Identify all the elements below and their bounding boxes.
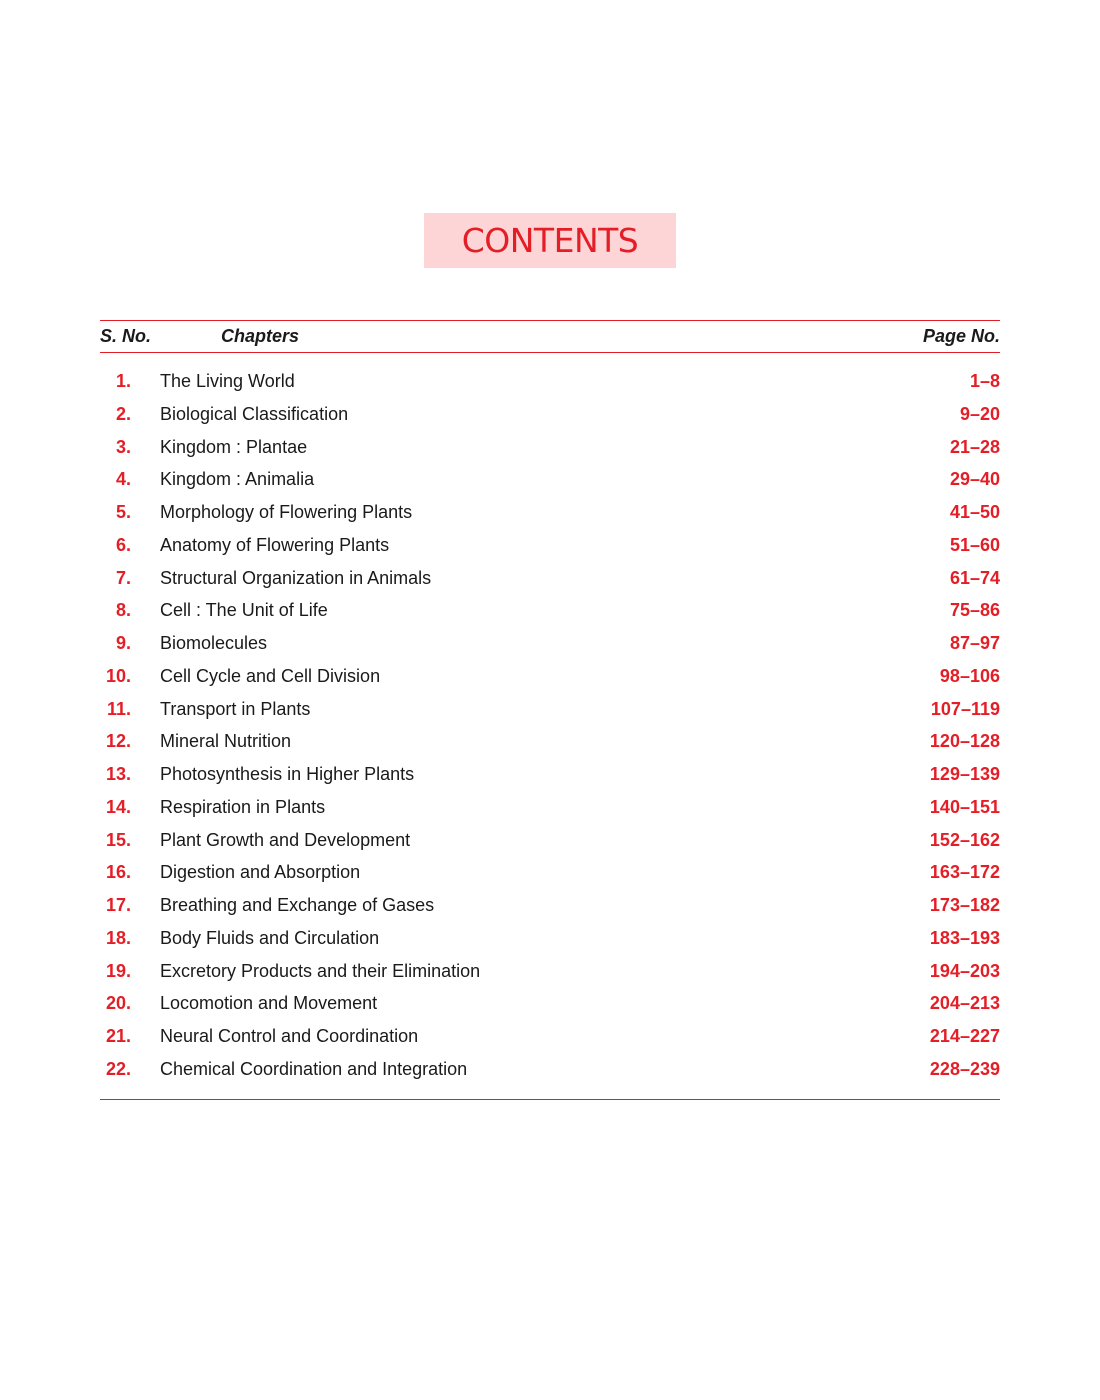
- chapter-number: 15.: [105, 829, 131, 850]
- column-header-chapters: Chapters: [221, 326, 300, 346]
- chapter-pages: 9–20: [959, 403, 1000, 424]
- chapter-pages: 120–128: [929, 731, 1000, 752]
- chapter-number: 14.: [105, 796, 131, 817]
- chapter-pages: 107–119: [930, 698, 1000, 719]
- chapter-title[interactable]: Kingdom : Plantae: [160, 436, 308, 457]
- chapter-title[interactable]: Morphology of Flowering Plants: [160, 502, 413, 522]
- chapter-row[interactable]: [100, 825, 1000, 858]
- chapter-title[interactable]: Locomotion and Movement: [160, 993, 378, 1014]
- chapter-row[interactable]: [100, 530, 1000, 563]
- chapter-title[interactable]: The Living World: [160, 371, 295, 391]
- chapter-row[interactable]: [100, 563, 1000, 596]
- chapter-title[interactable]: Respiration in Plants: [160, 796, 326, 817]
- chapter-row[interactable]: [100, 628, 1000, 661]
- chapter-number: 22.: [105, 1058, 131, 1079]
- chapter-row[interactable]: [100, 366, 1000, 399]
- chapter-number: 21.: [105, 1026, 131, 1046]
- chapter-title[interactable]: Mineral Nutrition: [160, 731, 292, 752]
- chapter-pages: 228–239: [929, 1058, 1000, 1079]
- chapter-number: 9.: [115, 633, 131, 653]
- chapter-row[interactable]: [100, 497, 1000, 530]
- chapter-pages: 98–106: [939, 665, 1000, 686]
- chapter-number: 12.: [105, 731, 131, 752]
- chapter-pages: 61–74: [949, 567, 1000, 588]
- chapter-row[interactable]: [100, 1021, 1000, 1054]
- chapter-row[interactable]: [100, 956, 1000, 989]
- chapter-number: 10.: [105, 665, 131, 686]
- chapter-title[interactable]: Excretory Products and their Elimination: [160, 960, 481, 981]
- column-header-sno: S. No.: [100, 326, 152, 346]
- chapter-pages: 75–86: [949, 600, 1000, 621]
- chapter-pages: 183–193: [929, 927, 1000, 948]
- chapter-pages: 87–97: [949, 633, 1000, 653]
- chapter-row[interactable]: [100, 988, 1000, 1021]
- table-bottom-rule: [100, 1099, 1000, 1100]
- chapter-row[interactable]: [100, 1054, 1000, 1087]
- chapter-number: 17.: [105, 895, 131, 915]
- chapter-title[interactable]: Cell Cycle and Cell Division: [160, 665, 381, 686]
- chapter-pages: 29–40: [949, 469, 1000, 490]
- chapter-number: 8.: [115, 600, 131, 621]
- chapter-title[interactable]: Breathing and Exchange of Gases: [160, 895, 435, 915]
- column-header-page: Page No.: [922, 326, 1000, 346]
- chapter-title[interactable]: Kingdom : Animalia: [160, 469, 315, 490]
- chapter-row[interactable]: [100, 399, 1000, 432]
- page-title: CONTENTS: [461, 221, 639, 260]
- chapter-pages: 204–213: [929, 993, 1000, 1014]
- chapter-pages: 21–28: [949, 436, 1000, 457]
- chapter-pages: 163–172: [929, 862, 1000, 883]
- chapter-row[interactable]: [100, 923, 1000, 956]
- chapter-row[interactable]: [100, 890, 1000, 923]
- chapter-number: 13.: [105, 764, 131, 784]
- chapter-title[interactable]: Anatomy of Flowering Plants: [160, 534, 390, 555]
- chapter-title[interactable]: Photosynthesis in Higher Plants: [160, 764, 415, 784]
- chapter-row[interactable]: [100, 595, 1000, 628]
- chapter-row[interactable]: [100, 726, 1000, 759]
- chapter-number: 11.: [106, 698, 131, 719]
- chapter-number: 7.: [115, 567, 131, 588]
- chapter-number: 1.: [115, 371, 131, 391]
- chapter-number: 5.: [115, 502, 131, 522]
- chapter-number: 19.: [105, 960, 131, 981]
- chapter-title[interactable]: Transport in Plants: [160, 698, 311, 719]
- chapter-number: 2.: [115, 403, 131, 424]
- chapter-title[interactable]: Biological Classification: [160, 403, 349, 424]
- header-top-rule: [100, 320, 1000, 321]
- chapter-title[interactable]: Structural Organization in Animals: [160, 567, 432, 588]
- chapter-pages: 152–162: [929, 829, 1000, 850]
- chapter-number: 18.: [105, 927, 131, 948]
- chapter-title[interactable]: Plant Growth and Development: [160, 829, 411, 850]
- chapter-title[interactable]: Neural Control and Coordination: [160, 1026, 419, 1046]
- chapter-pages: 214–227: [929, 1026, 1000, 1046]
- chapter-title[interactable]: Chemical Coordination and Integration: [160, 1058, 468, 1079]
- chapter-number: 4.: [115, 469, 131, 490]
- chapter-title[interactable]: Biomolecules: [160, 633, 268, 653]
- chapter-row[interactable]: [100, 694, 1000, 727]
- chapter-pages: 1–8: [969, 371, 1000, 391]
- chapter-pages: 51–60: [949, 534, 1000, 555]
- chapter-number: 16.: [105, 862, 131, 883]
- chapter-title[interactable]: Digestion and Absorption: [160, 862, 361, 883]
- chapter-pages: 129–139: [929, 764, 1000, 784]
- contents-title-box: [424, 213, 676, 268]
- chapter-row[interactable]: [100, 661, 1000, 694]
- chapter-row[interactable]: [100, 792, 1000, 825]
- chapter-list: [100, 366, 1000, 1087]
- chapter-pages: 41–50: [949, 502, 1000, 522]
- chapter-row[interactable]: [100, 464, 1000, 497]
- chapter-pages: 194–203: [929, 960, 1000, 981]
- chapter-row[interactable]: [100, 759, 1000, 792]
- chapter-title[interactable]: Cell : The Unit of Life: [160, 600, 328, 621]
- chapter-number: 6.: [115, 534, 131, 555]
- chapter-pages: 173–182: [929, 895, 1000, 915]
- header-bottom-rule: [100, 352, 1000, 353]
- chapter-number: 3.: [115, 436, 131, 457]
- chapter-number: 20.: [105, 993, 131, 1014]
- chapter-row[interactable]: [100, 432, 1000, 465]
- chapter-title[interactable]: Body Fluids and Circulation: [160, 927, 380, 948]
- chapter-row[interactable]: [100, 857, 1000, 890]
- chapter-pages: 140–151: [929, 796, 1000, 817]
